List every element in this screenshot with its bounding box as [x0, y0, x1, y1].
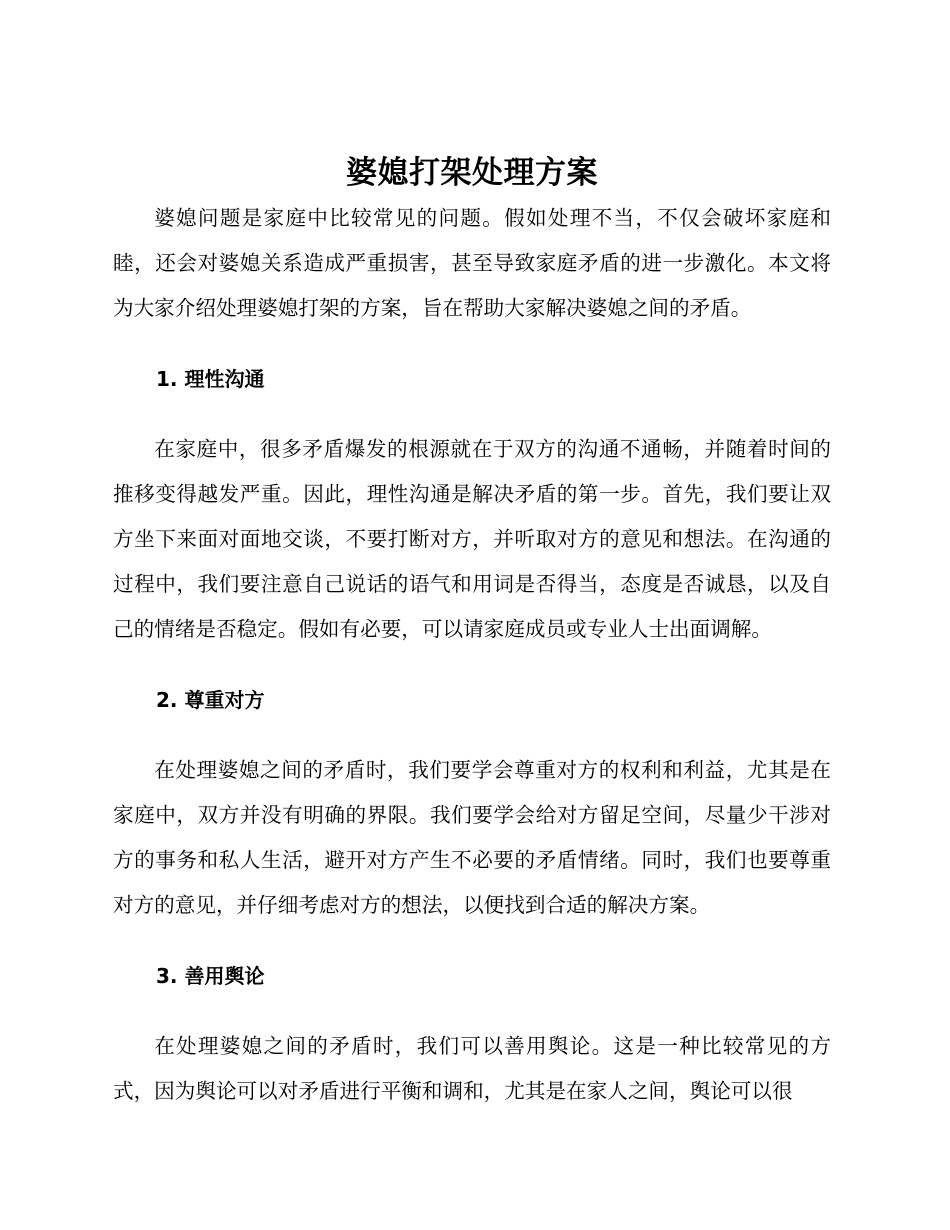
intro-paragraph: 婆媳问题是家庭中比较常见的问题。假如处理不当，不仅会破坏家庭和睦，还会对婆媳关系造成严重损害，甚至导致家庭矛盾的进一步激化。本文将为大家介绍处理婆媳打架的方案，旨在帮助大家解决婆媳之间的矛盾。: [113, 206, 831, 320]
section-heading-rational-communication: 1. 理性沟通: [156, 367, 265, 391]
section-body-use-public-opinion: 在处理婆媳之间的矛盾时，我们可以善用舆论。这是一种比较常见的方式，因为舆论可以对矛盾进行平衡和调和，尤其是在家人之间，舆论可以很: [113, 1034, 831, 1103]
section-body-rational-communication: 在家庭中，很多矛盾爆发的根源就在于双方的沟通不通畅，并随着时间的推移变得越发严重。因此，理性沟通是解决矛盾的第一步。首先，我们要让双方坐下来面对面地交谈，不要打断对方，并听取对方的意见和想法。在沟通的过程中，我们要注意自己说话的语气和用词是否得当，态度是否诚恳，以及自己的情绪是否稳定。假如有必要，可以请家庭成员或专业人士出面调解。: [113, 437, 831, 641]
section-heading-respect-each-other: 2. 尊重对方: [156, 688, 265, 712]
section-heading-use-public-opinion: 3. 善用舆论: [156, 964, 265, 988]
document-title: 婆媳打架处理方案: [346, 155, 598, 191]
section-body-respect-each-other: 在处理婆媳之间的矛盾时，我们要学会尊重对方的权利和利益，尤其是在家庭中，双方并没有明确的界限。我们要学会给对方留足空间，尽量少干涉对方的事务和私人生活，避开对方产生不必要的矛盾情绪。同时，我们也要尊重对方的意见，并仔细考虑对方的想法，以便找到合适的解决方案。: [113, 758, 831, 917]
document-page: [113, 150, 831, 1114]
